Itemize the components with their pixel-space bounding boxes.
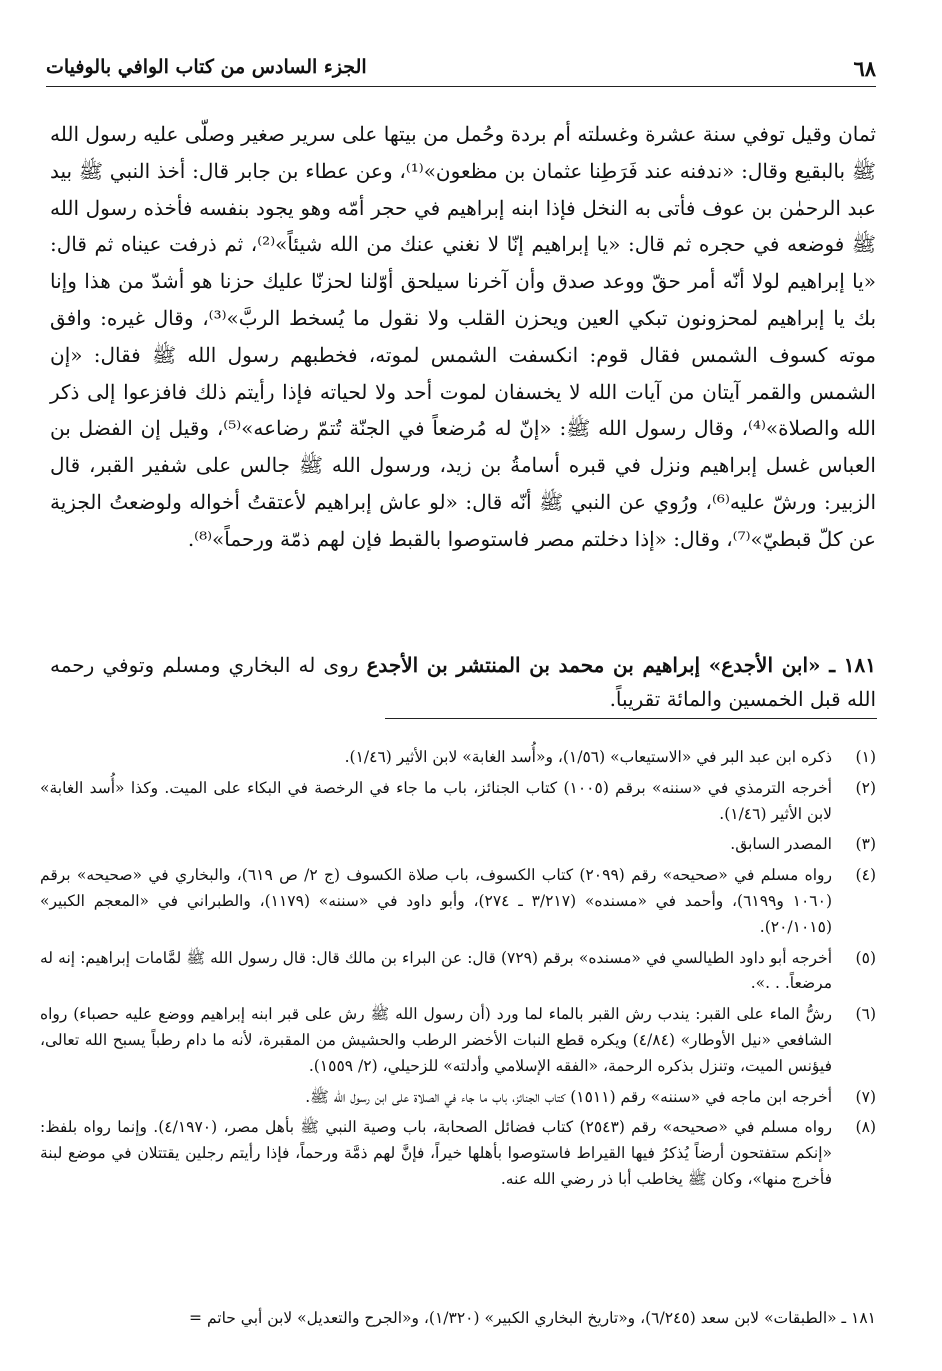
page-number: ٦٨ <box>853 56 876 81</box>
footnote-text: رواه مسلم في «صحيحه» رقم (٢٥٤٣) كتاب فضائل الصحابة، باب وصية النبي ﷺ بأهل مصر، (٤/١٩٧٠). وإنما رواه بلفظ: «إنكم ستفتحون أرضاً يُذكرُ فيها القيراط فاستوصوا بأهلها خيراً، فإنَّ لهم ذمَّة ورحماً، فإذا رأيتم رجلين يقتتلان في موضع لبنة فأخرج منها»، وكان ﷺ يخاطب أبا ذر رضي الله عنه. <box>40 1118 832 1188</box>
footnote-number: (١) <box>855 748 876 766</box>
footnote-text: رواه مسلم في «صحيحه» رقم (٢٠٩٩) كتاب الكسوف، باب صلاة الكسوف (ج ٢/ ص ٦١٩)، والبخاري في «صحيحه» برقم (١٠٦٠ و٦١٩٩)، وأحمد في «مسنده» (٣/٢١٧ ـ ٢٧٤)، وأبو داود في «سننه» (١١٧٩)، والطبراني في «المعجم الكبير» (٢٠/١٠١٥). <box>40 866 832 936</box>
entry-text: روى له البخاري ومسلم وتوفي رحمه الله قبل الخمسين والمائة تقريباً. <box>50 653 876 711</box>
footnote-2 <box>40 776 876 828</box>
footnote-1 <box>40 745 876 771</box>
footnote-8 <box>40 1115 876 1192</box>
footnote-text: ذكره ابن عبد البر في «الاستيعاب» (١/٥٦)، و«أُسد الغابة» لابن الأثير (١/٤٦). <box>344 748 832 766</box>
footnote-7 <box>40 1085 876 1111</box>
running-title: الجزء السادس من كتاب الوافي بالوفيات <box>46 56 367 78</box>
footnote-3 <box>40 832 876 858</box>
footnote-number: (٨) <box>855 1118 876 1137</box>
page-header <box>46 52 876 87</box>
footnote-4 <box>40 863 876 940</box>
footnote-number: (٧) <box>855 1087 876 1106</box>
footnote-text: أخرجه أبو داود الطيالسي في «مسنده» برقم (٧٢٩) قال: عن البراء بن مالك قال: قال رسول الله ﷺ لمَّامات إبراهيم: إنه له مرضعاً. . .». <box>40 948 832 993</box>
main-text <box>50 116 876 558</box>
footnote-number: (٢) <box>855 778 876 797</box>
footnote-number: (٥) <box>855 948 876 967</box>
footnote-text: رشُّ الماء على القبر: يندب رش القبر بالماء لما ورد (أن رسول الله ﷺ رش على قبر ابنه إبراهيم ووضع عليه حصباء) رواه الشافعي «نيل الأوطار» (٤/٨٤) ويكره قطع النبات الأخضر الرطب والحشيش من المقبرة، لأنه ما دام رطباً يسبح الله تعالى، فيؤنس الميت، وتنزل بذكره الرحمة، «الفقه الإسلامي وأدلته» للزحيلي، (٢/ ١٥٥٩). <box>40 1005 832 1075</box>
footnotes <box>40 745 876 1198</box>
footnote-separator <box>385 718 877 719</box>
biography-entry-181 <box>50 648 876 716</box>
footnote-text: المصدر السابق. <box>730 835 832 854</box>
footnote-number: (٦) <box>855 1005 876 1024</box>
entry-heading: ١٨١ ـ «ابن الأجدع» إبراهيم بن محمد بن المنتشر بن الأجدع <box>366 653 876 677</box>
footnote-number: (٤) <box>855 866 876 885</box>
main-paragraph: ثمان وقيل توفي سنة عشرة وغسلته أم بردة وحُمل من بيتها على سرير صغير وصلّى عليه رسول الله ﷺ بالبقيع وقال: «ندفنه عند فَرَطِنا عثمان بن مظعون»⁽¹⁾، وعن عطاء بن جابر قال: أخذ النبي ﷺ بيد عبد الرحمٰن بن عوف فأتى به النخل فإذا ابنه إبراهيم في حجر أمّه وهو يجود بنفسه فأخذه رسول الله ﷺ فوضعه في حجره ثم قال: «يا إبراهيم إنّا لا نغني عنك من الله شيئاً»⁽²⁾، ثم ذرفت عيناه ثم قال: «يا إبراهيم لولا أنّه أمر حقّ ووعد صدق وأن آخرنا سيلحق أوّلنا لحزنّا عليك حزنا هو أشدّ من هذا وإنا بك يا إبراهيم لمحزونون تبكي العين ويحزن القلب ولا نقول ما يُسخط الربَّ»⁽³⁾، وقال غيره: وافق موته كسوف الشمس فقال قوم: انكسفت الشمس لموته، فخطبهم رسول الله ﷺ فقال: «إن الشمس والقمر آيتان من آيات الله لا يخسفان لموت أحد ولا لحياته فإذا رأيتم ذلك فافزعوا إلى ذكر الله والصلاة»⁽⁴⁾، وقال رسول الله ﷺ: «إنّ له مُرضعاً في الجنّة تُتمّ رضاعه»⁽⁵⁾، وقيل إن الفضل بن العباس غسل إبراهيم ونزل في قبره أسامةُ بن زيد، ورسول الله ﷺ جالس على شفير القبر، قال الزبير: ورشّ عليه⁽⁶⁾، ورُوي عن النبي ﷺ أنّه قال: «لو عاش إبراهيم لأعتقتُ أخواله ولوضعتُ الجزية عن كلّ قبطيّ»⁽⁷⁾، وقال: «إذا دخلتم مصر فاستوصوا بالقبط فإن لهم ذمّة ورحماً»⁽⁸⁾. <box>50 122 877 551</box>
footnote-6 <box>40 1002 876 1079</box>
footnote-5 <box>40 946 876 998</box>
footnote-number: (٣) <box>855 835 876 854</box>
footnote-text: أخرجه الترمذي في «سننه» برقم (١٠٠٥) كتاب الجنائز، باب ما جاء في الرخصة في البكاء على الميت. وكذا «أُسد الغابة» لابن الأثير (١/٤٦). <box>40 778 832 823</box>
footnote-text: أخرجه ابن ماجه في «سننه» رقم (١٥١١) كتاب الجنائز، باب ما جاء في الصلاة على ابن رسول الله ﷺ. <box>305 1087 832 1106</box>
bibliography-note: ١٨١ ـ «الطبقات» لابن سعد (٦/٢٤٥)، و«تاريخ البخاري الكبير» (١/٣٢٠)، و«الجرح والتعديل» لابن أبي حاتم = <box>189 1309 876 1327</box>
